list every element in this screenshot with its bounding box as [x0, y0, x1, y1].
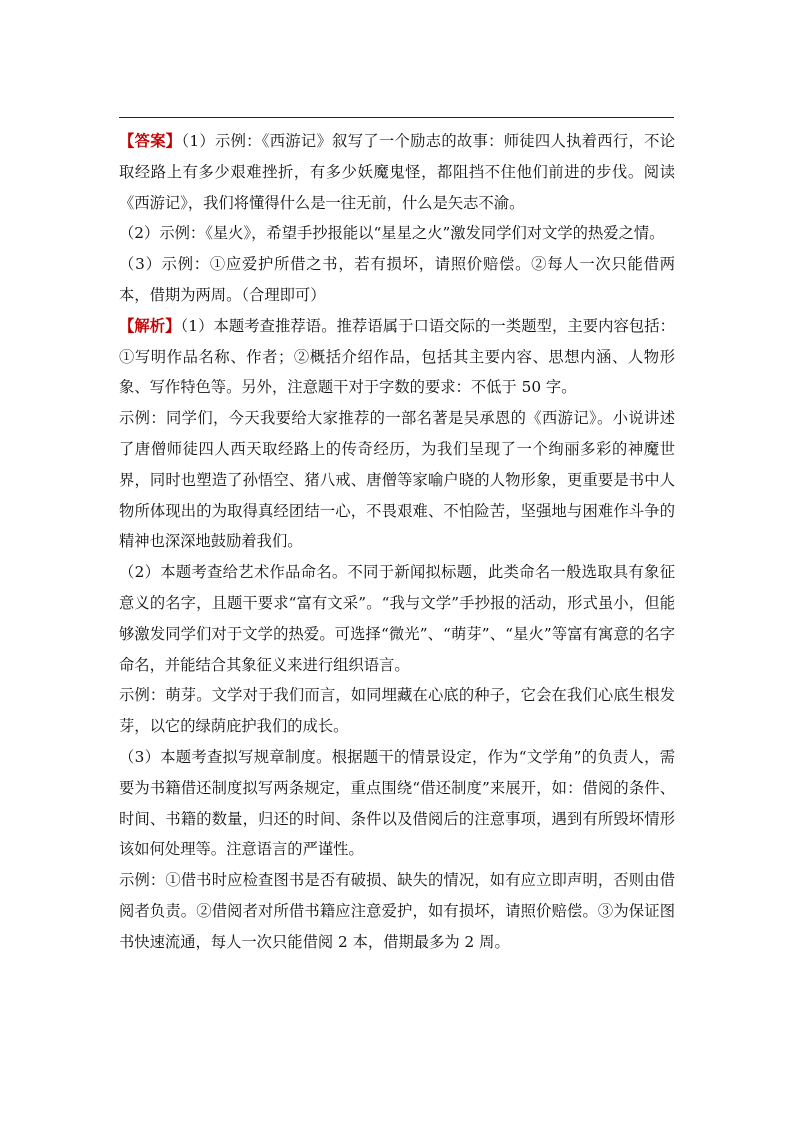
answer-tag: 【答案】: [119, 132, 182, 150]
analysis-paragraph-1: [119, 311, 675, 403]
answer-text-1: （1）示例：《西游记》叙写了一个励志的故事：师徒四人执着西行，不论取经路上有多少艰难挫折，有多少妖魔鬼怪，都阻挡不住他们前进的步伐。阅读《西游记》，我们将懂得什么是一往无前，什么是矢志不渝。: [119, 132, 675, 212]
answer-analysis-content: [119, 126, 675, 958]
analysis-tag: 【解析】: [119, 316, 181, 335]
analysis-example-3: 示例：①借书时应检查图书是否有破损、缺失的情况，如有应立即声明，否则由借阅者负责。②借阅者对所借书籍应注意爱护，如有损坏，请照价赔偿。③为保证图书快速流通，每人一次只能借阅 2 本，借期最多为 2 周。: [119, 871, 675, 951]
header-rule: [119, 117, 674, 118]
analysis-paragraph-3: （3）本题考查拟写规章制度。根据题干的情景设定，作为“文学角”的负责人，需要为书籍借还制度拟写两条规定，重点围绕“借还制度”来展开，如：借阅的条件、时间、书籍的数量，归还的时间、条件以及借阅后的注意事项，遇到有所毁坏情形该如何处理等。注意语言的严谨性。: [119, 747, 675, 859]
answer-paragraph-2: （2）示例：《星火》，希望手抄报能以“星星之火”激发同学们对文学的热爱之情。: [119, 224, 665, 243]
analysis-text-1: （1）本题考查推荐语。推荐语属于口语交际的一类题型，主要内容包括：①写明作品名称、作者；②概括介绍作品，包括其主要内容、思想内涵、人物形象、写作特色等。另外，注意题干对于字数的要求：不低于 50 字。: [119, 316, 675, 397]
answer-paragraph-3: （3）示例：①应爱护所借之书，若有损坏，请照价赔偿。②每人一次只能借两本，借期为两周。（合理即可）: [119, 255, 675, 304]
analysis-paragraph-2: （2）本题考查给艺术作品命名。不同于新闻拟标题，此类命名一般选取具有象征意义的名字，且题干要求“富有文采”。“我与文学”手抄报的活动，形式虽小，但能够激发同学们对于文学的热爱。可选择“微光”、“萌芽”、“星火”等富有寓意的名字命名，并能结合其象征义来进行组织语言。: [119, 563, 675, 674]
answer-paragraph-1: [119, 126, 675, 218]
analysis-example-2: 示例：萌芽。文学对于我们而言，如同埋藏在心底的种子，它会在我们心底生根发芽，以它的绿荫庇护我们的成长。: [119, 686, 675, 736]
analysis-example-1: 示例：同学们，今天我要给大家推荐的一部名著是吴承恩的《西游记》。小说讲述了唐僧师徒四人西天取经路上的传奇经历，为我们呈现了一个绚丽多彩的神魔世界，同时也塑造了孙悟空、猪八戒、唐僧等家喻户晓的人物形象，更重要是书中人物所体现出的为取得真经团结一心，不畏艰难、不怕险苦，坚强地与困难作斗争的精神也深深地鼓励着我们。: [119, 409, 675, 551]
